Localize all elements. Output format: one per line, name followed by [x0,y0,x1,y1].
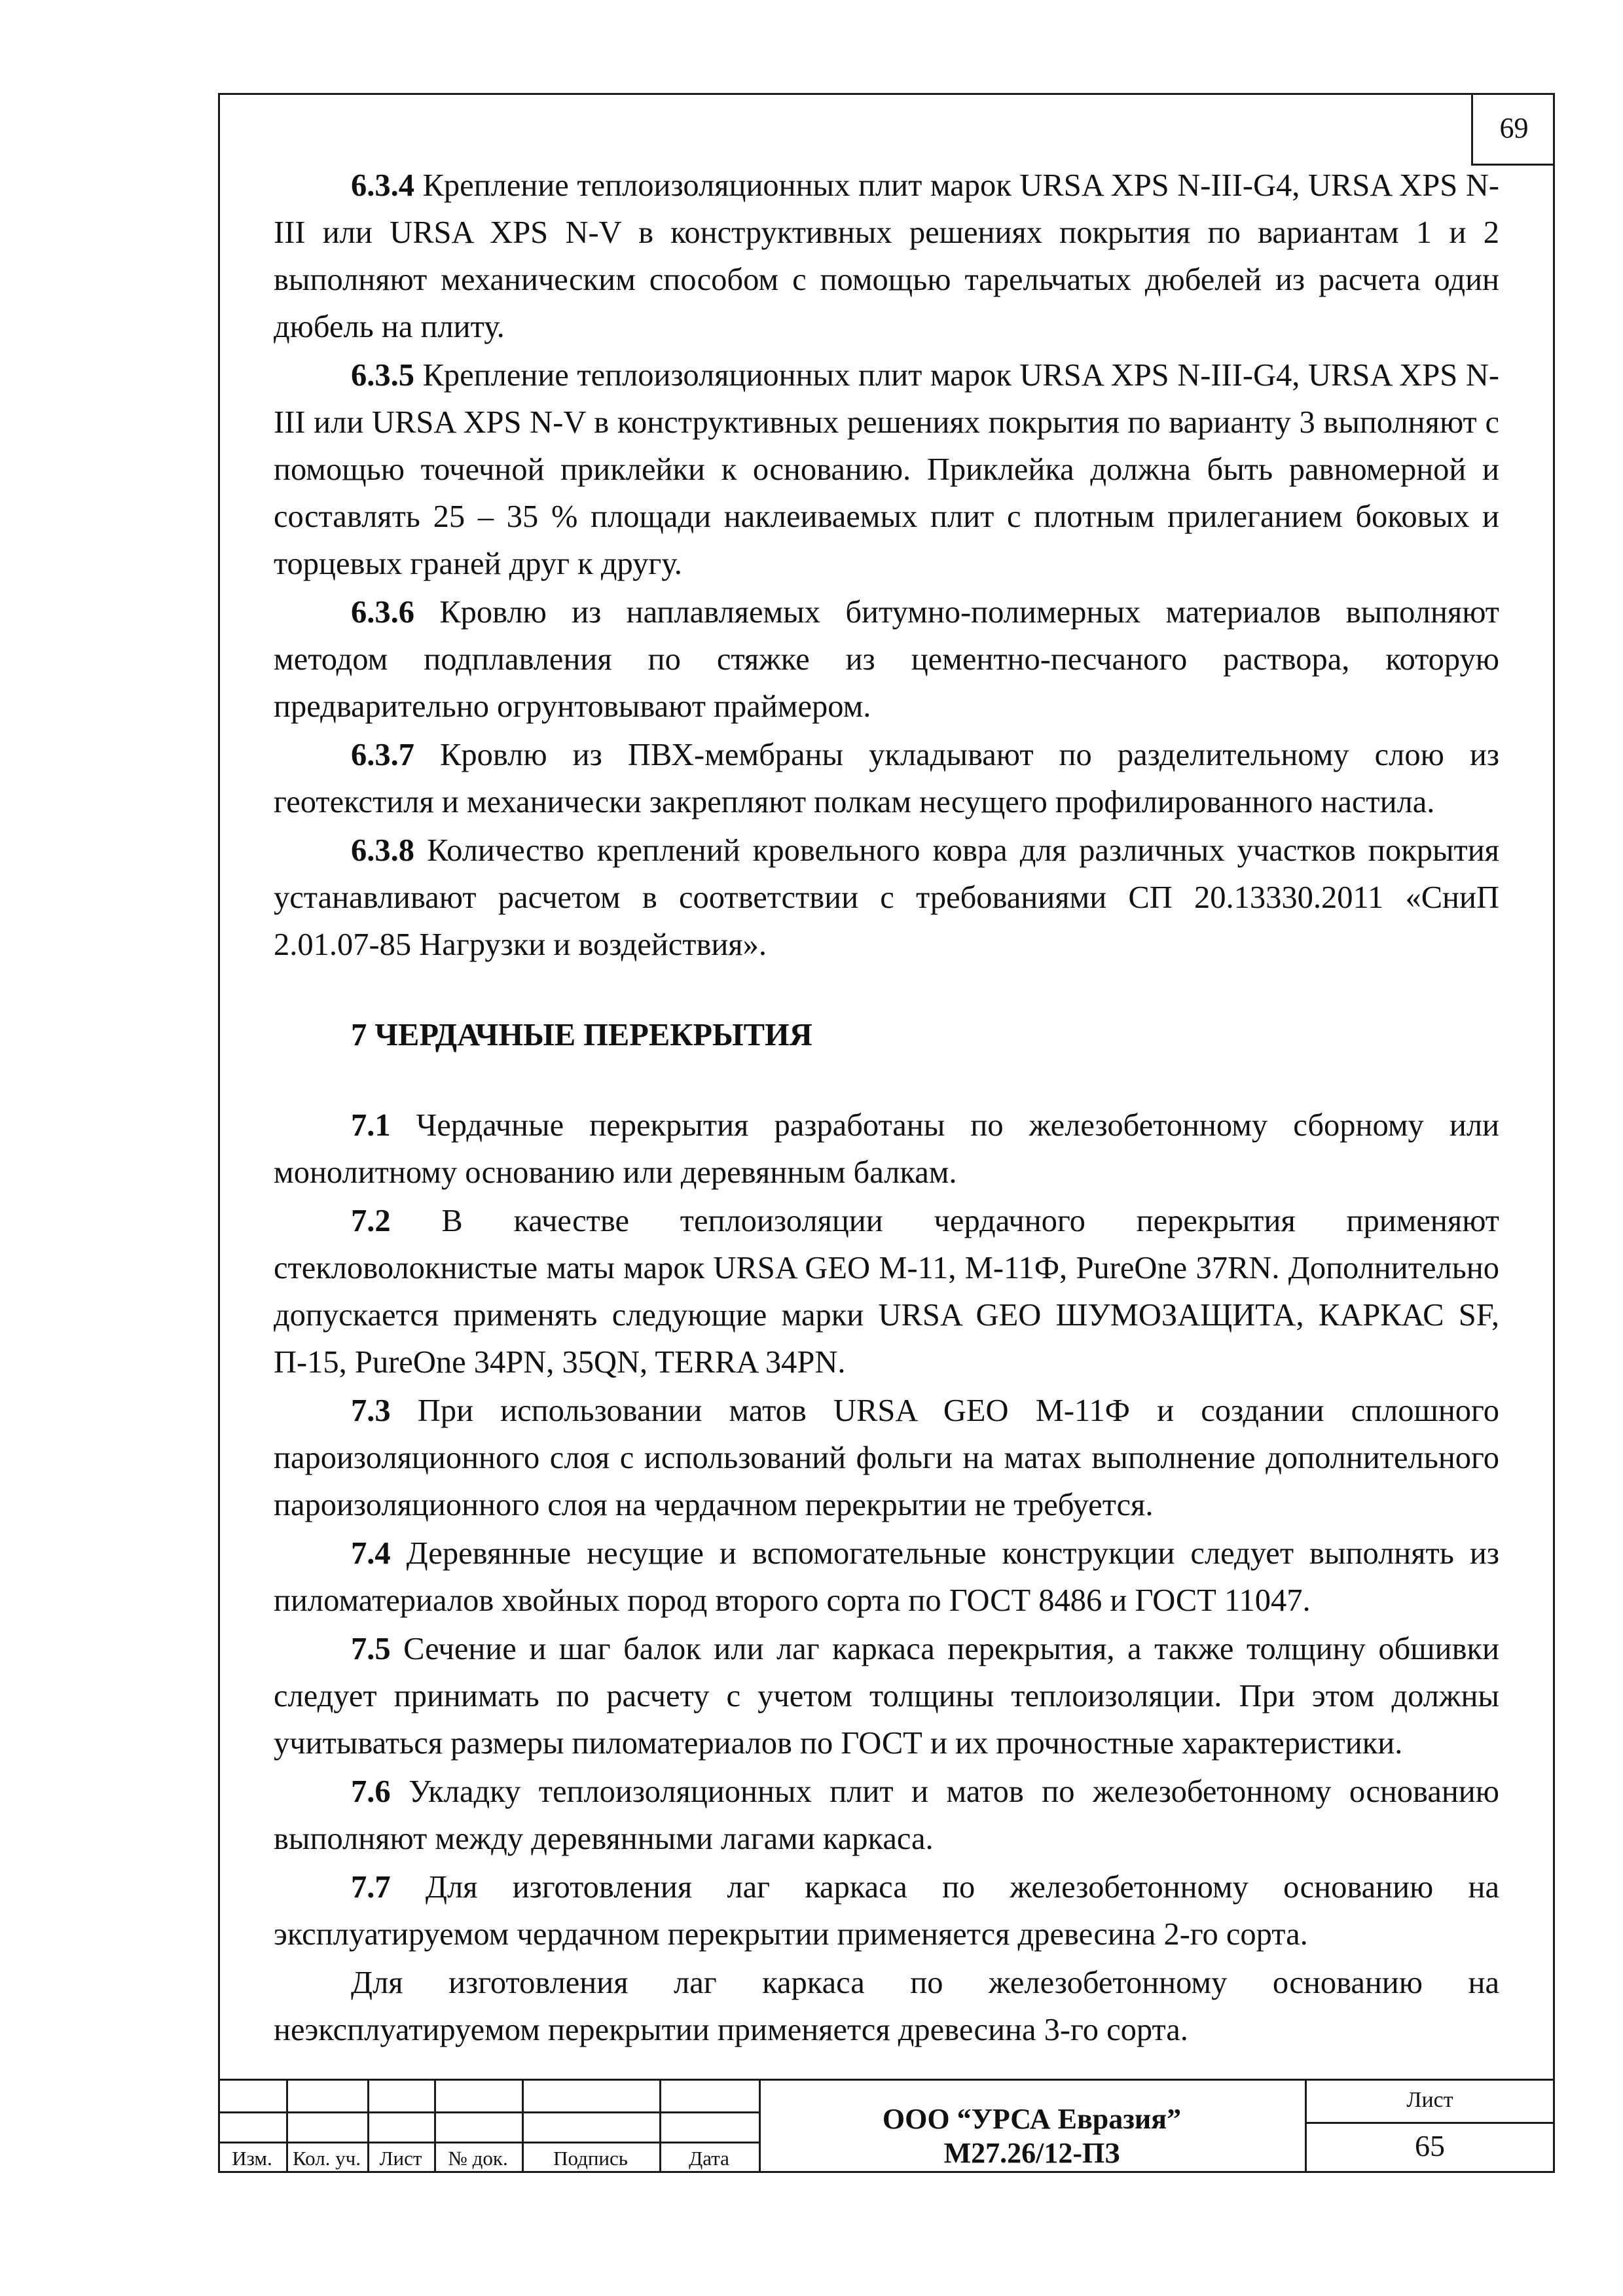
paragraph [274,589,1499,730]
stamp-row-line [218,2111,759,2113]
paragraph-text: Крепление теплоизоляционных плит марок URSA XPS N-III-G4, URSA XPS N-III или URSA XPS N-V в конструктивных решениях покрытия по варианту 3 выполняют с помощью точечной приклейки к основанию. Приклейка должна быть равномерной и составлять 25 – 35 % площади наклеиваемых плит с плотным прилеганием боковых и торцевых граней друг к другу. [274,358,1499,581]
paragraph-number: 7.6 [351,1774,391,1809]
stamp-label-izm: Изм. [232,2147,272,2170]
stamp-label-date: Дата [689,2147,729,2170]
paragraph-text: Чердачные перекрытия разработаны по железобетонному сборному или монолитному основанию или деревянным балкам. [274,1108,1499,1190]
paragraph-text: Кровлю из наплавляемых битумно-полимерных материалов выполняют методом подплавления по стяжке из цементно-песчаного раствора, которую предварительно огрунтовывают праймером. [274,595,1499,724]
stamp-label-sign: Подпись [553,2147,628,2170]
paragraph-text: Количество креплений кровельного ковра для различных участков покрытия устанавливают расчетом в соответствии с требованиями СП 20.13330.2011 «СниП 2.01.07-85 Нагрузки и воздействия». [274,833,1499,962]
paragraph [274,1768,1499,1863]
paragraph [274,352,1499,588]
paragraph-number: 7.7 [351,1870,391,1905]
paragraph-text: Укладку теплоизоляционных плит и матов по железобетонному основанию выполняют между деревянными лагами каркаса. [274,1774,1499,1856]
document-body [274,162,1499,2055]
stamp-label-doc: № док. [448,2147,508,2170]
paragraph-text: Деревянные несущие и вспомогательные конструкции следует выполнять из пиломатериалов хвойных пород второго сорта по ГОСТ 8486 и ГОСТ 11047. [274,1536,1499,1618]
paragraph [274,1530,1499,1624]
paragraph [274,1960,1499,2054]
paragraph-text: Сечение и шаг балок или лаг каркаса перекрытия, а также толщину обшивки следует принимать по расчету с учетом толщины теплоизоляции. При этом должны учитываться размеры пиломатериалов по ГОСТ и их прочностные характеристики. [274,1632,1499,1761]
page-number-top: 69 [1471,93,1555,166]
stamp-row-line [1305,2122,1555,2124]
sheet-label: Лист [1406,2088,1453,2112]
paragraph-text: Для изготовления лаг каркаса по железобетонному основанию на эксплуатируемом чердачном перекрытии применяется древесина 2-го сорта. [274,1870,1499,1952]
stamp-row-line [218,2142,759,2144]
paragraph-text: При использовании матов URSA GEO M-11Ф и создании сплошного пароизоляционного слоя с использований фольги на матах выполнение дополнительного пароизоляционного слоя на чердачном перекрытии не требуется. [274,1393,1499,1522]
paragraph-text: В качестве теплоизоляции чердачного перекрытия применяют стекловолокнистые маты марок URSA GEO M-11, М-11Ф, PureOne 37RN. Дополнительно допускается применять следующие марки URSA GEO ШУМОЗАЩИТА, КАРКАС SF, П-15, PureOne 34PN, 35QN, TERRA 34PN. [274,1204,1499,1380]
stamp-label-kol: Кол. уч. [292,2147,361,2170]
document-code: М27.26/12-ПЗ [943,2137,1120,2169]
paragraph-text: Для изготовления лаг каркаса по железобетонному основанию на неэксплуатируемом перекрытии применяется древесина 3-го сорта. [274,1965,1499,2047]
paragraph [274,1102,1499,1196]
paragraph-number: 7.4 [351,1536,391,1571]
paragraph [274,162,1499,351]
paragraph [274,1388,1499,1529]
paragraph-number: 6.3.5 [351,358,414,393]
paragraph-number: 7.2 [351,1204,391,1238]
stamp-label-list: Лист [379,2147,422,2170]
paragraph-number: 6.3.7 [351,738,414,772]
paragraph-text: Кровлю из ПВХ-мембраны укладывают по разделительному слою из геотекстиля и механически закрепляют полкам несущего профилированного настила. [274,738,1499,819]
paragraph [274,1198,1499,1386]
sheet-number: 65 [1415,2129,1445,2162]
paragraph [274,732,1499,826]
paragraph-number: 6.3.6 [351,595,414,630]
stamp-border [218,2079,1555,2081]
organization-name: ООО “УРСА Евразия” [882,2103,1182,2135]
organization-title [759,2102,1305,2170]
paragraph-text: Крепление теплоизоляционных плит марок URSA XPS N-III-G4, URSA XPS N-III или URSA XPS N-V в конструктивных решениях покрытия по вариантам 1 и 2 выполняют механическим способом с помощью тарельчатых дюбелей из расчета один дюбель на плиту. [274,168,1499,344]
paragraph-number: 6.3.4 [351,168,414,203]
title-block [218,2079,1555,2173]
paragraph-number: 7.3 [351,1393,391,1428]
paragraph [274,1864,1499,1958]
paragraph [274,1626,1499,1767]
paragraph-number: 6.3.8 [351,833,414,868]
section-heading: 7 ЧЕРДАЧНЫЕ ПЕРЕКРЫТИЯ [351,1018,812,1052]
paragraph-number: 7.5 [351,1632,391,1666]
paragraph [274,827,1499,969]
paragraph-number: 7.1 [351,1108,391,1143]
